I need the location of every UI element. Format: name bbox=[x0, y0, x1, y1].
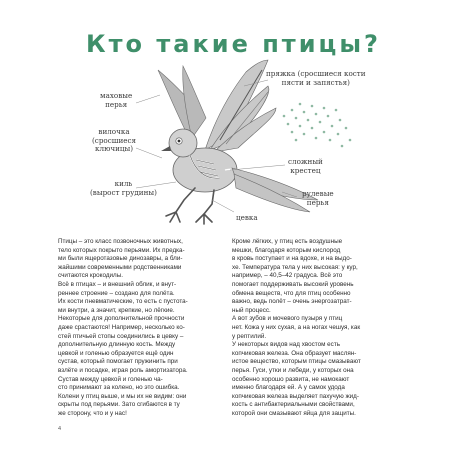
page-number: 4 bbox=[58, 426, 62, 432]
legs bbox=[166, 188, 214, 224]
bird-head bbox=[169, 129, 197, 157]
decorative-dots bbox=[283, 103, 352, 148]
body-paragraph: Птицы – это класс позвоночных животных, тело которых покрыто перьями. Их предка- ми были ящеротазовые динозавры, а бли- жайшими современными родственниками считаются крокодилы. Всё в птицах – и внешний облик, и внут- реннее строение – создано для полёта. Их кости пневматические, то есть с пустота- ми внутри, а значит, крепкие, но лёгкие. Некоторые для дополнительной прочности даже срастаются! Например, несколько ко- стей птичьей стопы соединились в цевку – дополнительную длинную кость. Между цевкой и голенью образуется ещё один сустав, который помогает пружинить при взлёте и посадке, играя роль амортизатора. Сустав между цевкой и голенью ча- сто принимают за колено, но это ошибка. Колени у птиц выше, и мы их не видим: они скрыты под перьями. Зато сгибаются в ту же сторону, что и у нас! bbox=[58, 238, 188, 417]
label-tail-feathers: рулевые перья bbox=[302, 189, 334, 207]
body-paragraph: Кроме лёгких, у птиц есть воздушные мешки, благодаря которым кислород в кровь поступает и на вдохе, и на выдо- хе. Температура тела у них высокая: у кур, например, – 40,5–42 градуса. Всё это помогает поддерживать высокий уровень обмена веществ, что для птиц особенно важно, ведь полёт – очень энергозатрат- ный процесс. А вот зубов и мочевого пузыря у птиц нет. Кожа у них сухая, а на ногах чешуя, как у рептилий. У некоторых видов над хвостом есть копчиковая железа. Она образует маслян- истое вещество, которым птицы смазывают перья. Гуси, утки и лебеди, у которых она особенно хорошо развита, не намокают именно благодаря ей. А у самок удода копчиковая железа выделяет пахучую жид- кость с антибактериальными свойствами, которой они смазывают яйца для защиты. bbox=[232, 238, 361, 417]
beak bbox=[161, 146, 171, 151]
label-keel: киль (вырост грудины) bbox=[90, 179, 157, 197]
label-synsacrum: сложный крестец bbox=[288, 157, 323, 175]
label-flight-feathers: маховые перья bbox=[100, 91, 133, 109]
right-text-column bbox=[232, 238, 400, 418]
page-title: Кто такие птицы? bbox=[86, 30, 381, 58]
left-text-column bbox=[58, 238, 226, 418]
label-wishbone: вилочка (сросшиеся ключицы) bbox=[92, 127, 137, 153]
label-pygostyle: пряжка (сросшиеся кости пясти и запястья) bbox=[266, 69, 366, 87]
label-tarsus: цевка bbox=[236, 213, 258, 222]
